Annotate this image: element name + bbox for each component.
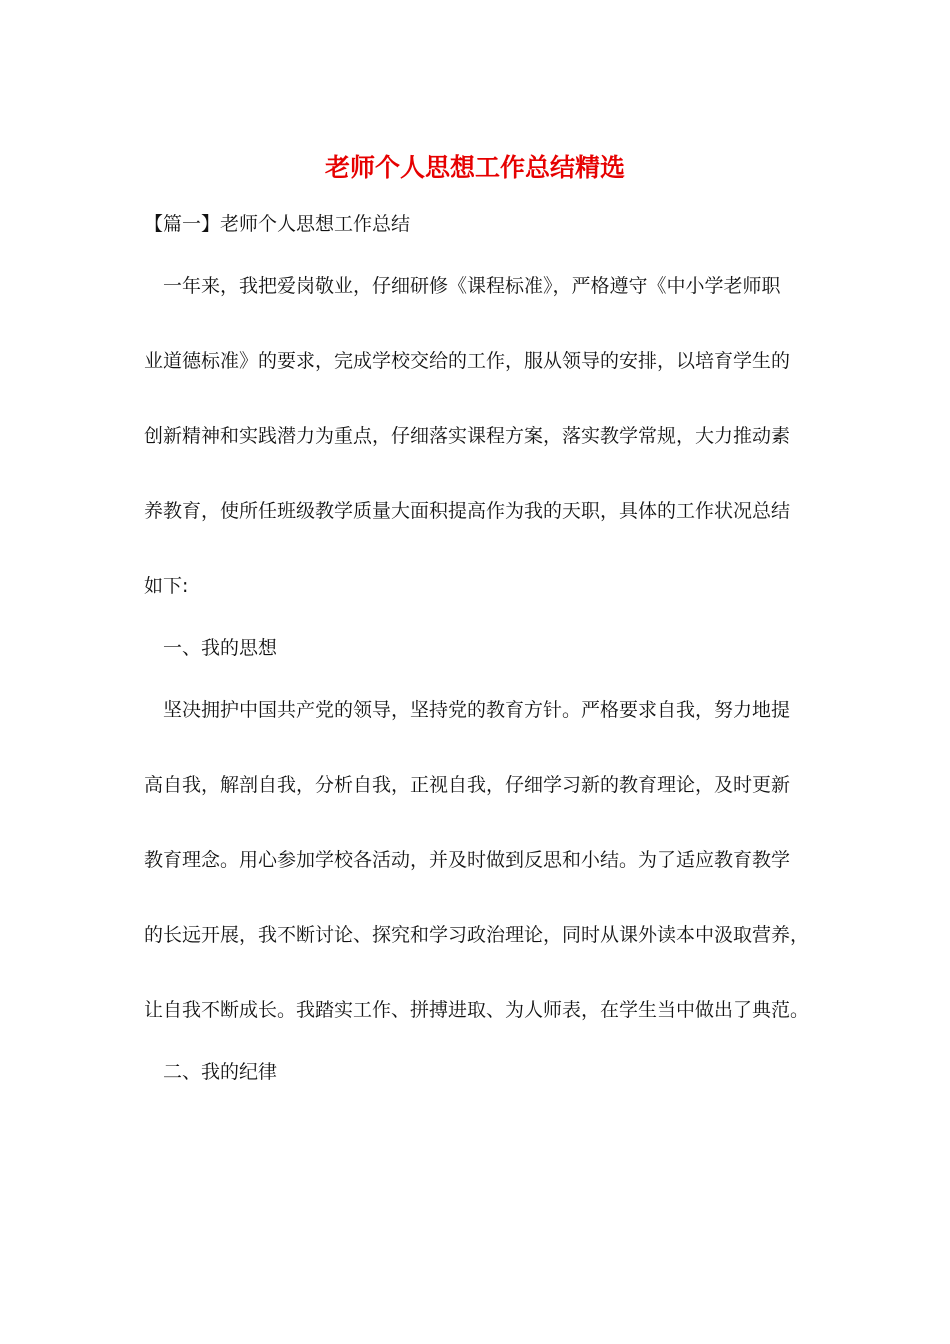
paragraph-line-10: 让自我不断成长。我踏实工作、拼搏进取、为人师表，在学生当中做出了典范。 [144, 999, 810, 1021]
subheading-discipline: 二、我的纪律 [163, 1061, 278, 1083]
paragraph-line-8: 教育理念。用心参加学校各活动，并及时做到反思和小结。为了适应教育教学 [144, 849, 791, 871]
paragraph-line-7: 高自我，解剖自我，分析自我，正视自我，仔细学习新的教育理论，及时更新 [144, 774, 791, 796]
paragraph-line-4: 养教育，使所任班级教学质量大面积提高作为我的天职，具体的工作状况总结 [144, 500, 791, 522]
document-title: 老师个人思想工作总结精选 [324, 153, 625, 182]
subheading-thought: 一、我的思想 [163, 637, 278, 659]
paragraph-line-3: 创新精神和实践潜力为重点，仔细落实课程方案，落实教学常规，大力推动素 [144, 425, 791, 447]
paragraph-line-1: 一年来，我把爱岗敬业，仔细研修《课程标准》，严格遵守《中小学老师职 [163, 275, 781, 297]
section-heading: 【篇一】老师个人思想工作总结 [144, 213, 411, 235]
paragraph-line-6: 坚决拥护中国共产党的领导，坚持党的教育方针。严格要求自我，努力地提 [163, 699, 791, 721]
paragraph-line-5: 如下: [144, 575, 189, 597]
paragraph-line-9: 的长远开展，我不断讨论、探究和学习政治理论，同时从课外读本中汲取营养， [144, 924, 810, 946]
paragraph-line-2: 业道德标准》的要求，完成学校交给的工作，服从领导的安排，以培育学生的 [144, 350, 791, 372]
